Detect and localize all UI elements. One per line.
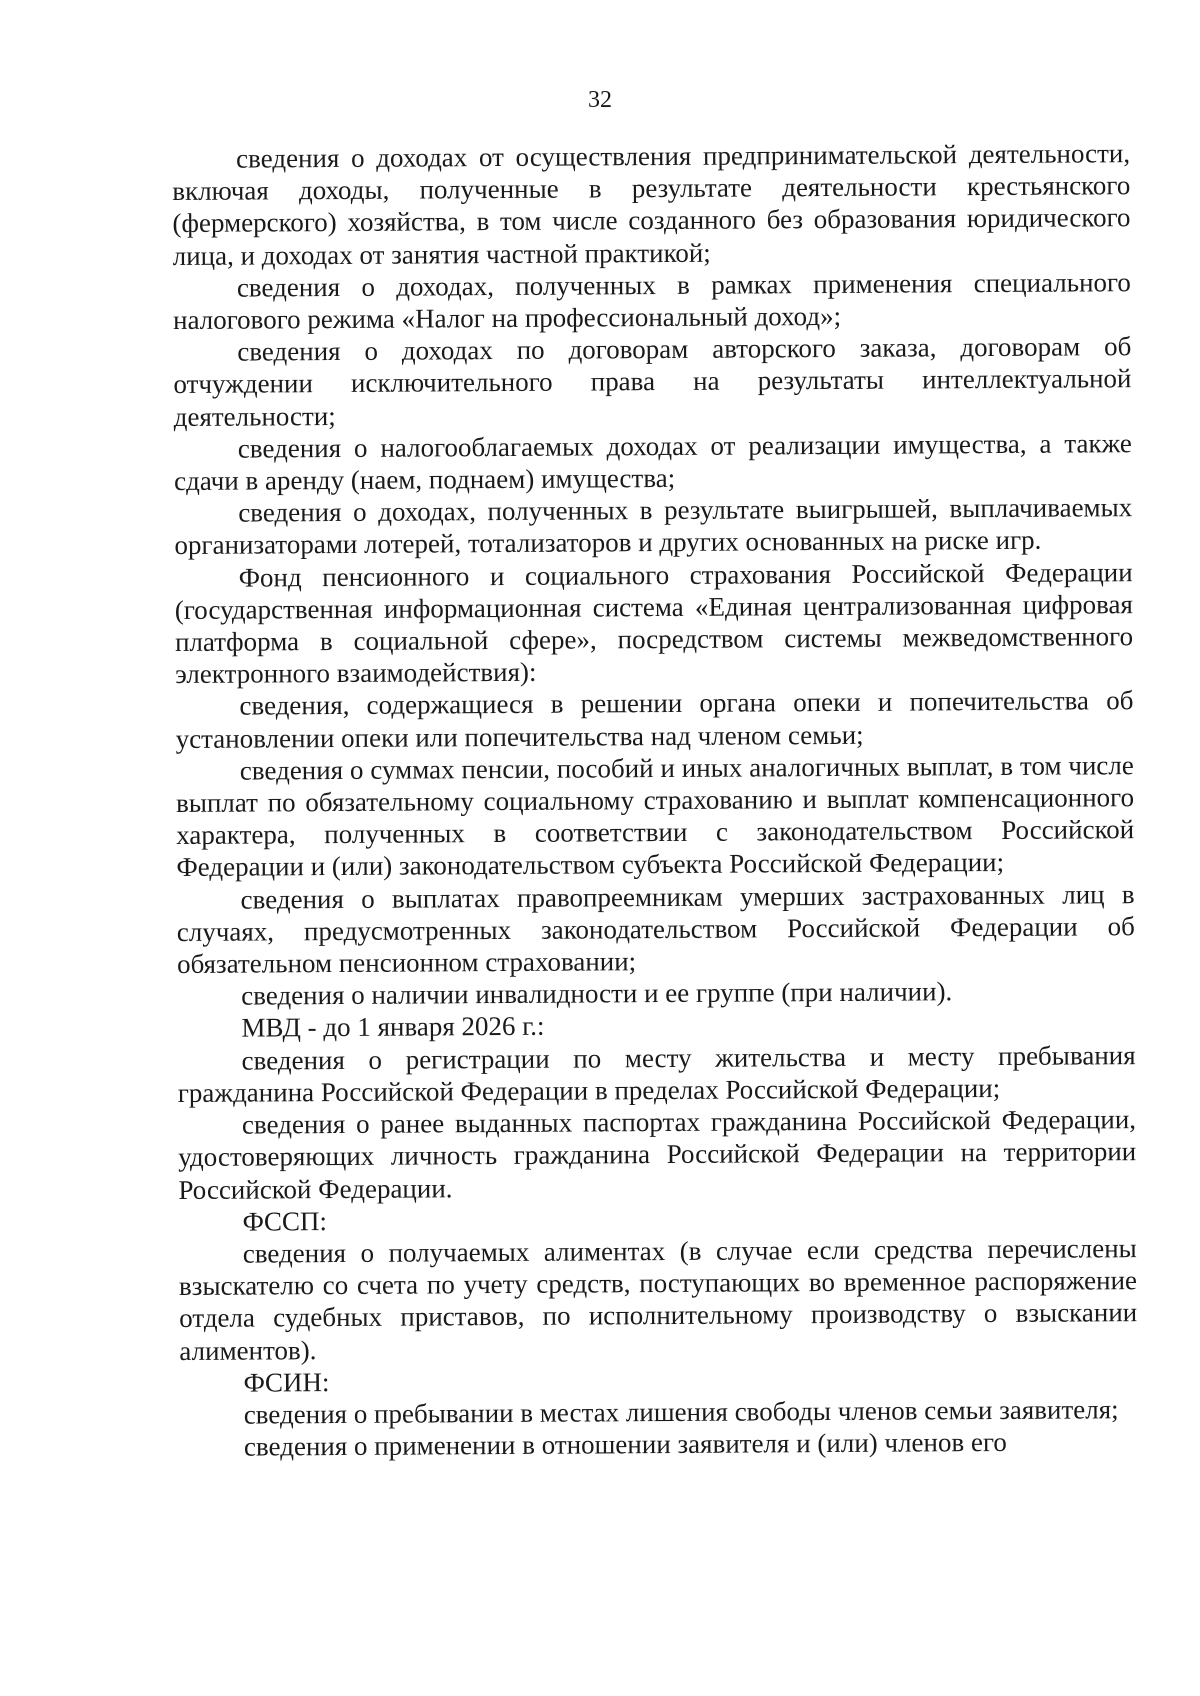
paragraph: сведения о доходах, полученных в результате выигрышей, выплачиваемых организаторами лотерей, тотализаторов и других основанных на риске игр. [174, 492, 1133, 561]
paragraph: сведения о доходах от осуществления предпринимательской деятельности, включая доходы, полученные в результате деятельности крестьянского (фермерского) хозяйства, в том числе созданного без образования юридического лица, и доходах от занятия частной практикой; [172, 138, 1131, 271]
paragraph: Фонд пенсионного и социального страхования Российской Федерации (государственная информационная система «Единая централизованная цифровая платформа в социальной сфере», посредством системы межведомственного электронного взаимодействия): [174, 556, 1134, 690]
page-number: 32 [588, 87, 612, 113]
paragraph: сведения о доходах по договорам авторского заказа, договорам об отчуждении исключительного права на результаты интеллектуальной деятельности; [173, 331, 1132, 432]
paragraph: сведения о получаемых алиментах (в случае если средства перечислены взыскателю со счета по учету средств, поступающих во временное распоряжение отдела судебных приставов, по исполнительному производству о взыскании алиментов). [178, 1233, 1138, 1366]
paragraph: сведения о пребывании в местах лишения свободы членов семьи заявителя; [243, 1394, 1119, 1430]
paragraph: сведения о наличии инвалидности и ее группе (при наличии). [241, 976, 953, 1011]
paragraph: сведения о ранее выданных паспортах гражданина Российской Федерации, удостоверяющих личность гражданина Российской Федерации на территории Российской Федерации. [178, 1104, 1137, 1205]
section-heading-fsin: ФСИН: [243, 1366, 330, 1398]
section-heading-mvd: МВД - до 1 января 2026 г.: [241, 1011, 545, 1044]
section-heading-fssp: ФССП: [242, 1205, 328, 1237]
paragraph: сведения о выплатах правопреемникам умерших застрахованных лиц в случаях, предусмотренных законодательством Российской Федерации об обязательном пенсионном страховании; [176, 878, 1135, 980]
paragraph: сведения о регистрации по месту жительства и месту пребывания гражданина Российской Федерации в пределах Российской Федерации; [177, 1039, 1136, 1108]
paragraph: сведения о суммах пенсии, пособий и иных аналогичных выплат, в том числе выплат по обязательному социальному страхованию и выплат компенсационного характера, полученных в соответствии с законодательством Российской Федерации и (или) законодательством субъекта Российской Федерации; [175, 749, 1135, 883]
paragraph: сведения о налогооблагаемых доходах от реализации имущества, а также сдачи в аренду (наем, поднаем) имущества; [173, 427, 1132, 497]
paragraph: сведения, содержащиеся в решении органа опеки и попечительства об установлении опеки или попечительства над членом семьи; [175, 685, 1134, 754]
paragraph: сведения о применении в отношении заявителя и (или) членов его [243, 1427, 1007, 1462]
document-body [172, 137, 1138, 1463]
paragraph: сведения о доходах, полученных в рамках применения специального налогового режима «Налог на профессиональный доход»; [172, 266, 1131, 336]
